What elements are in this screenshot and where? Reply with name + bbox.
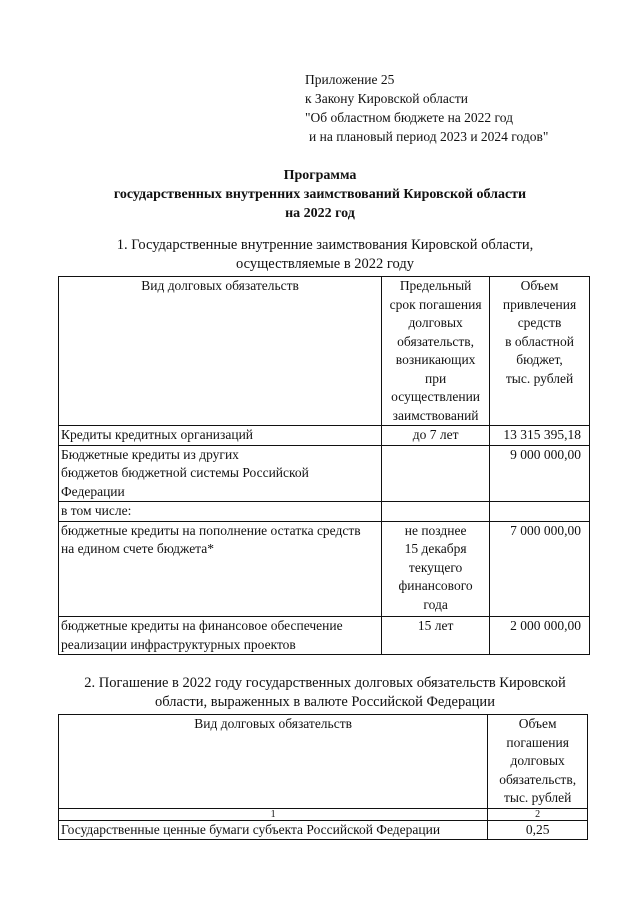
amount-cell: 2 000 000,00 <box>490 617 590 655</box>
debt-type-cell <box>59 521 382 617</box>
header-amount-line: бюджет, <box>516 352 563 367</box>
header-amount-line: долговых <box>510 753 565 768</box>
section1-title <box>60 236 590 274</box>
column-number-row <box>59 808 588 820</box>
appendix-line: "Об областном бюджете на 2022 год <box>305 110 513 125</box>
header-amount-line: погашения <box>506 734 569 750</box>
section-title-line: осуществляемые в 2022 году <box>236 256 414 272</box>
header-amount-line: средств <box>517 315 562 330</box>
header-term-line: долговых <box>408 315 463 330</box>
debt-type-cell: в том числе: <box>59 502 382 522</box>
header-amount-line: обязательств, <box>499 771 577 787</box>
debt-type-line: Федерации <box>61 483 125 499</box>
header-amount-line: Объем <box>518 716 557 731</box>
table-row <box>59 820 588 840</box>
debt-type-cell: Кредиты кредитных организаций <box>59 426 382 446</box>
header-term-line: срок погашения <box>389 296 482 312</box>
term-cell: 15 лет <box>382 617 490 655</box>
debt-type-line: бюджетные кредиты на пополнение остатка средств <box>61 522 361 538</box>
table-row <box>59 426 590 446</box>
header-debt-type: Вид долговых обязательств <box>59 715 488 809</box>
appendix-line: к Закону Кировской области <box>305 91 469 106</box>
debt-type-line: Бюджетные кредиты из других <box>61 446 239 462</box>
section-title-line: области, выраженных в валюте Российской Федерации <box>155 694 495 710</box>
appendix-line: и на плановый период 2023 и 2024 годов" <box>309 129 549 144</box>
appendix-header <box>305 70 548 146</box>
table-row <box>59 521 590 617</box>
term-line: года <box>423 596 448 612</box>
column-number: 2 <box>488 808 588 820</box>
amount-cell: 7 000 000,00 <box>490 521 590 617</box>
table-header-row <box>59 277 590 426</box>
table-row <box>59 617 590 655</box>
program-title-line: государственных внутренних заимствований Кировской области <box>113 187 527 202</box>
term-line: финансового <box>398 578 473 593</box>
header-debt-type: Вид долговых обязательств <box>59 277 382 426</box>
term-cell: до 7 лет <box>382 426 490 446</box>
table-row <box>59 502 590 522</box>
header-amount-line: Объем <box>520 278 559 293</box>
debt-type-line: бюджетов бюджетной системы Российской <box>61 465 309 480</box>
header-term-line: при <box>425 370 447 386</box>
borrowings-table <box>58 276 590 655</box>
appendix-line: Приложение 25 <box>305 72 395 87</box>
program-title-line: на 2022 год <box>285 206 355 221</box>
term-cell <box>382 502 490 522</box>
header-term-line: обязательств, <box>397 333 475 349</box>
amount-cell <box>490 502 590 522</box>
table-row <box>59 445 590 502</box>
amount-cell: 9 000 000,00 <box>490 445 590 502</box>
header-term <box>382 277 490 426</box>
header-term-line: заимствований <box>392 407 479 423</box>
program-title-line: Программа <box>283 168 357 183</box>
header-term-line: возникающих <box>395 352 476 367</box>
term-cell <box>382 521 490 617</box>
term-line: 15 декабря <box>404 541 467 556</box>
repayment-table <box>58 714 588 840</box>
debt-type-line: на едином счете бюджета* <box>61 541 214 556</box>
column-number: 1 <box>59 808 488 820</box>
program-title <box>0 166 640 223</box>
header-repayment-amount <box>488 715 588 809</box>
debt-type-cell <box>59 617 382 655</box>
header-amount-line: тыс. рублей <box>505 370 574 386</box>
header-term-line: осуществлении <box>391 389 481 404</box>
section2-title <box>60 674 590 712</box>
debt-type-line: бюджетные кредиты на финансовое обеспечение <box>61 618 343 633</box>
term-line: не позднее <box>404 522 467 538</box>
amount-cell: 0,25 <box>488 820 588 840</box>
debt-type-cell: Государственные ценные бумаги субъекта Российской Федерации <box>59 820 488 840</box>
header-amount <box>490 277 590 426</box>
header-amount-line: в областной <box>505 333 574 349</box>
header-amount-line: привлечения <box>502 296 577 312</box>
table-header-row <box>59 715 588 809</box>
section-title-line: 1. Государственные внутренние заимствования Кировской области, <box>116 237 534 253</box>
term-line: текущего <box>408 559 463 575</box>
term-cell <box>382 445 490 502</box>
section-title-line: 2. Погашение в 2022 году государственных долговых обязательств Кировской <box>84 675 566 691</box>
debt-type-cell <box>59 445 382 502</box>
header-amount-line: тыс. рублей <box>503 790 572 805</box>
amount-cell: 13 315 395,18 <box>490 426 590 446</box>
header-term-line: Предельный <box>399 278 472 293</box>
debt-type-line: реализации инфраструктурных проектов <box>61 636 296 652</box>
